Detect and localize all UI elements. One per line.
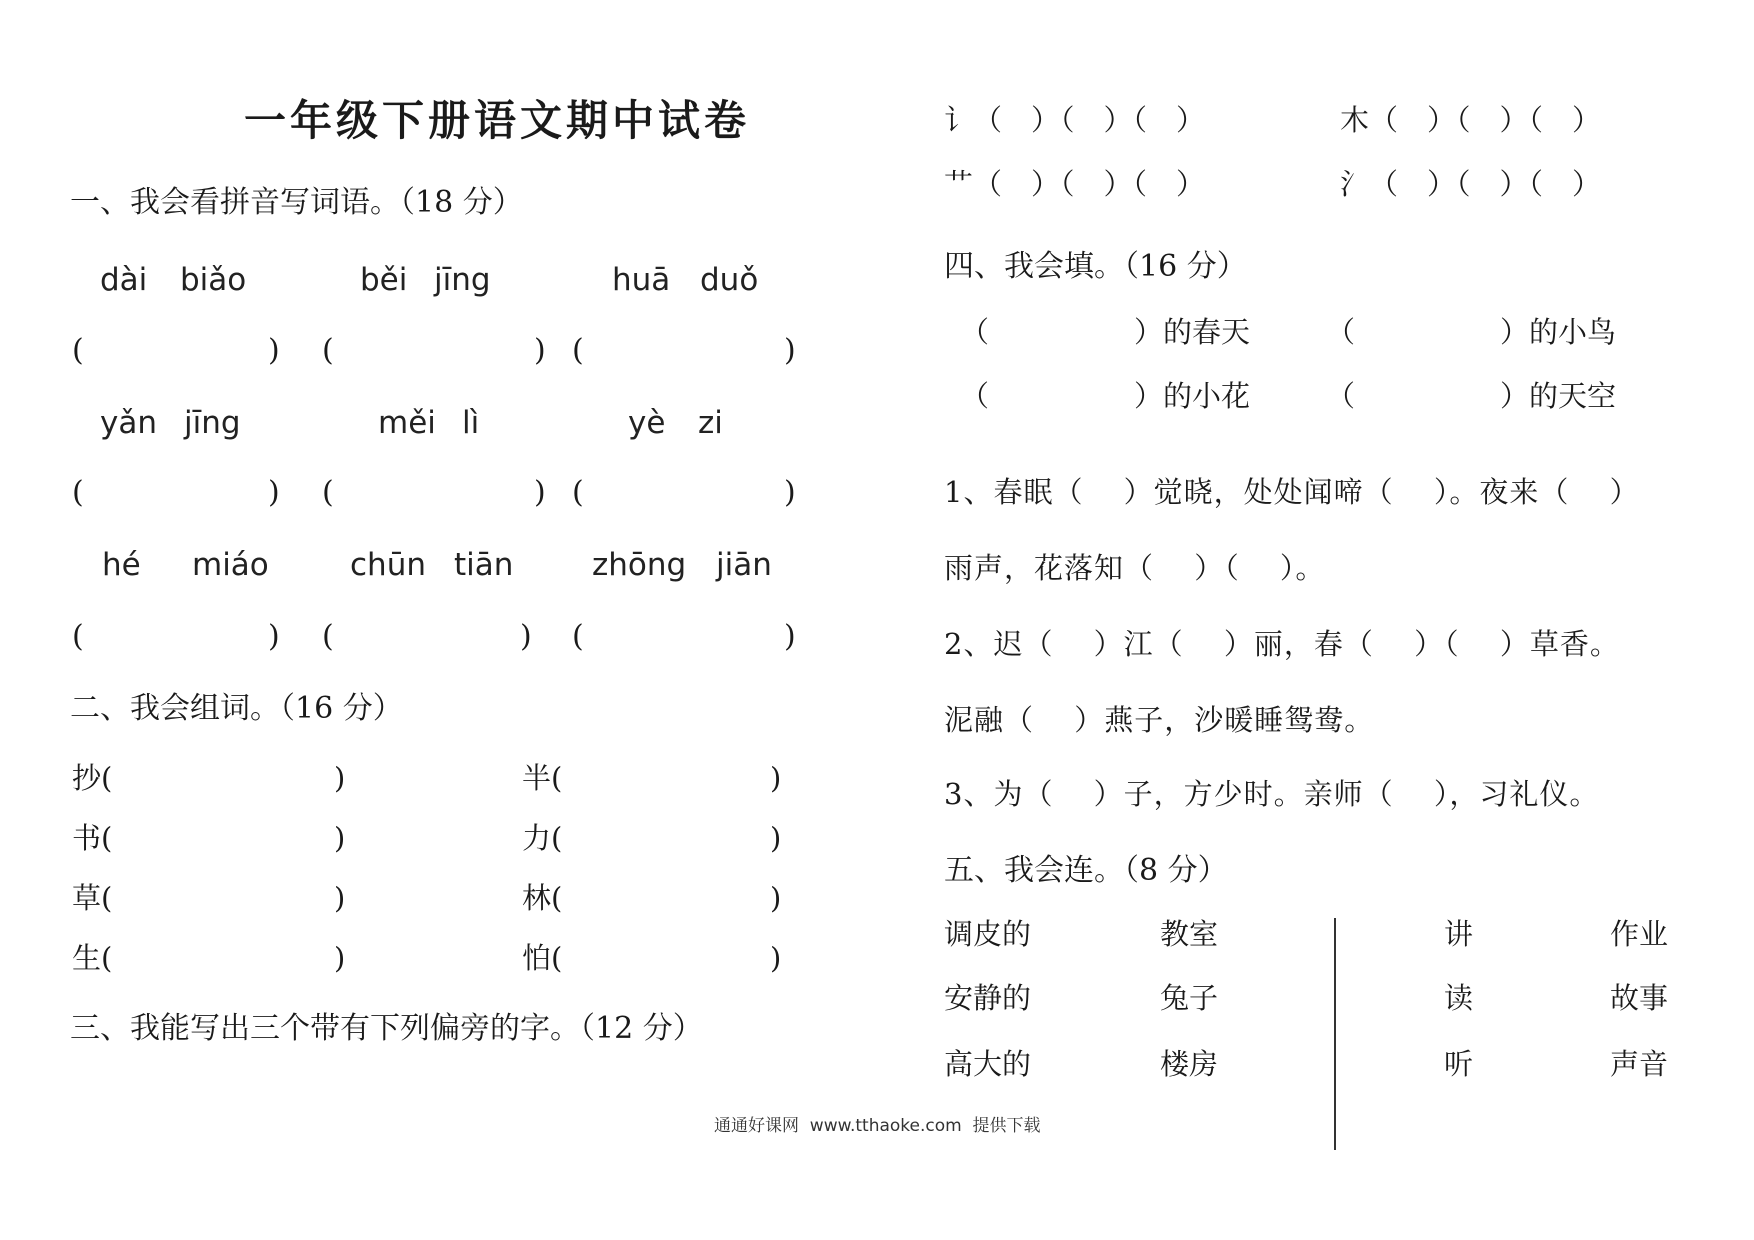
section-4-heading: 四、我会填。（16 分） — [944, 249, 1247, 284]
match-verb: 读 — [1444, 981, 1474, 1015]
answer-paren-close: ) — [268, 619, 280, 654]
pinyin: yǎn — [100, 405, 157, 441]
word-item: 半( — [522, 761, 563, 795]
answer-paren-close: ) — [770, 761, 782, 795]
fill-blank: （ ）的小鸟 — [1326, 315, 1617, 349]
page-title: 一年级下册语文期中试卷 — [244, 96, 751, 145]
answer-paren-close: ) — [770, 821, 782, 855]
answer-paren-close: ) — [268, 333, 280, 368]
answer-paren-close: ) — [334, 821, 346, 855]
radical-row: 艹（ ）（ ）（ ） — [944, 167, 1206, 201]
answer-paren-close: ) — [784, 475, 796, 510]
pinyin: zhōng — [592, 547, 687, 583]
answer-paren-open: ( — [572, 475, 584, 510]
poem-line: 2、迟（ ）江（ ）丽，春（ ）（ ）草香。 — [944, 627, 1620, 661]
pinyin: yè — [628, 405, 666, 441]
answer-paren-close: ) — [334, 941, 346, 975]
pinyin: měi — [378, 405, 436, 441]
match-verb: 听 — [1444, 1047, 1474, 1081]
pinyin: huā — [612, 262, 671, 298]
match-noun: 兔子 — [1160, 981, 1219, 1015]
word-item: 抄( — [72, 761, 113, 795]
fill-blank: （ ）的春天 — [960, 315, 1251, 349]
pinyin: jīng — [184, 405, 241, 441]
answer-paren-open: ( — [322, 333, 334, 368]
answer-paren-close: ) — [784, 619, 796, 654]
answer-paren-open: ( — [72, 475, 84, 510]
poem-line: 雨声，花落知（ ）（ ）。 — [944, 551, 1326, 585]
answer-paren-close: ) — [770, 881, 782, 915]
match-verb: 讲 — [1444, 917, 1474, 951]
word-item: 书( — [72, 821, 113, 855]
answer-paren-close: ) — [534, 475, 546, 510]
word-item: 生( — [72, 941, 113, 975]
pinyin: dài — [100, 262, 148, 298]
poem-line: 1、春眠（ ）觉晓，处处闻啼（ ）。夜来（ ） — [944, 475, 1640, 509]
match-noun: 楼房 — [1160, 1047, 1219, 1081]
pinyin: hé — [102, 547, 141, 583]
pinyin: lì — [462, 405, 480, 441]
pinyin: jiān — [716, 547, 772, 583]
answer-paren-close: ) — [784, 333, 796, 368]
answer-paren-open: ( — [72, 333, 84, 368]
match-object: 作业 — [1610, 917, 1669, 951]
answer-paren-close: ) — [520, 619, 532, 654]
pinyin: tiān — [454, 547, 514, 583]
answer-paren-open: ( — [72, 619, 84, 654]
word-item: 怕( — [522, 941, 563, 975]
pinyin: běi — [360, 262, 408, 298]
pinyin: duǒ — [700, 262, 759, 298]
section-2-heading: 二、我会组词。（16 分） — [70, 691, 403, 726]
section-1-heading: 一、我会看拼音写词语。（18 分） — [70, 185, 523, 220]
section-3-heading: 三、我能写出三个带有下列偏旁的字。（12 分） — [70, 1011, 703, 1046]
poem-line: 泥融（ ）燕子，沙暖睡鸳鸯。 — [944, 703, 1375, 737]
pinyin: jīng — [434, 262, 491, 298]
answer-paren-close: ) — [268, 475, 280, 510]
fill-blank: （ ）的天空 — [1326, 379, 1617, 413]
match-object: 声音 — [1610, 1047, 1669, 1081]
fill-blank: （ ）的小花 — [960, 379, 1251, 413]
pinyin: chūn — [350, 547, 426, 583]
answer-paren-close: ) — [534, 333, 546, 368]
word-item: 林( — [522, 881, 563, 915]
pinyin: biǎo — [180, 262, 247, 298]
answer-paren-close: ) — [334, 881, 346, 915]
radical-row: 木（ ）（ ）（ ） — [1340, 103, 1602, 137]
pinyin: miáo — [192, 547, 269, 583]
answer-paren-open: ( — [322, 619, 334, 654]
word-item: 力( — [522, 821, 563, 855]
match-object: 故事 — [1610, 981, 1669, 1015]
radical-row: 讠（ ）（ ）（ ） — [944, 103, 1206, 137]
word-item: 草( — [72, 881, 113, 915]
radical-row: 氵（ ）（ ）（ ） — [1340, 167, 1602, 201]
match-adjective: 安静的 — [944, 981, 1032, 1015]
answer-paren-close: ) — [334, 761, 346, 795]
section-5-heading: 五、我会连。（8 分） — [944, 853, 1228, 888]
match-adjective: 高大的 — [944, 1047, 1032, 1081]
poem-line: 3、为（ ）子，方少时。亲师（ ），习礼仪。 — [944, 777, 1600, 811]
answer-paren-open: ( — [572, 619, 584, 654]
match-adjective: 调皮的 — [944, 917, 1032, 951]
footer-credit: 通通好课网 www.tthaoke.com 提供下载 — [714, 1116, 1041, 1136]
section-5-divider — [1334, 918, 1336, 1150]
match-noun: 教室 — [1160, 917, 1219, 951]
answer-paren-open: ( — [322, 475, 334, 510]
answer-paren-close: ) — [770, 941, 782, 975]
pinyin: zi — [698, 405, 723, 441]
answer-paren-open: ( — [572, 333, 584, 368]
